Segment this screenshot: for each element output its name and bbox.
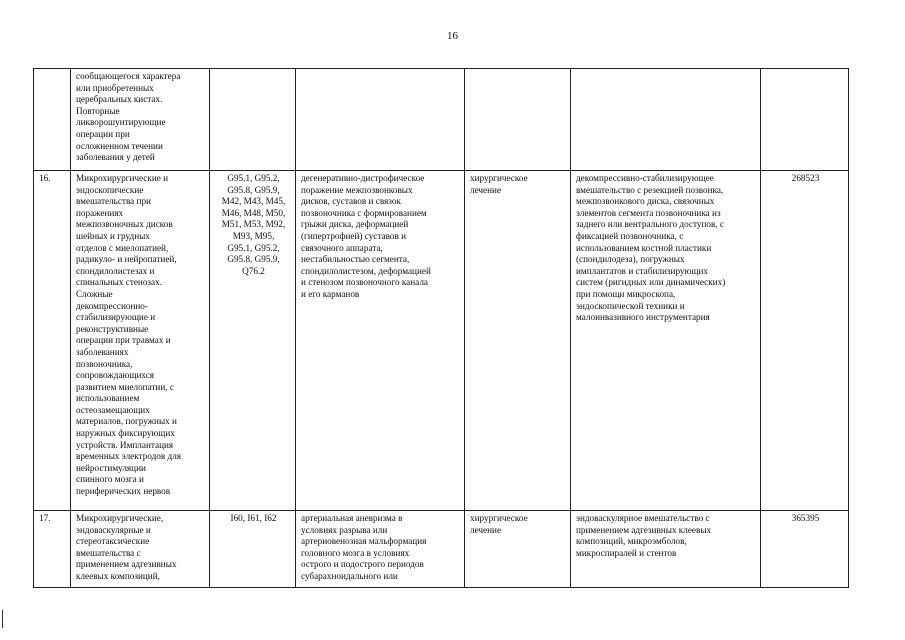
medical-procedures-table bbox=[33, 68, 849, 588]
treatment-method-cell: декомпрессивно-стабилизирующее вмешательство с резекцией позвонка, межпозвонкового диска, связочных элементов сегмента позвоночника из заднего или вентрального доступов, с фиксацией позвоночника, с использованием костной пластики (спондилодеза), погружных имплантатов и стабилизирующих систем (ригидных или динамических) при помощи микроскопа, эндоскопической техники и малоинвазивного инструментария bbox=[571, 171, 761, 511]
icd-codes-cell bbox=[210, 69, 296, 171]
treatment-method-cell bbox=[571, 69, 761, 171]
method-cell: Микрохирургические, эндоваскулярные и стереотаксические вмешательства с применением адгезивных клеевых композиций, bbox=[71, 511, 210, 588]
diagnosis-cell: артериальная аневризма в условиях разрыва или артериовенозная мальформация головного мозга в условиях острого и подострого периодов субарахноидального или bbox=[296, 511, 465, 588]
icd-codes-cell: I60, I61, I62 bbox=[210, 511, 296, 588]
treatment-method-cell: эндоваскулярное вмешательство с применением адгезивных клеевых композиций, микроэмболов, микроспиралей и стентов bbox=[571, 511, 761, 588]
diagnosis-cell: дегенеративно-дистрофическое поражение межпозвонковых дисков, суставов и связок позвоночника с формированием грыжи диска, деформацией (гипертрофией) суставов и связочного аппарата, нестабильностью сегмента, спондилолистезом, деформацией и стенозом позвоночного канала и его карманов bbox=[296, 171, 465, 511]
row-number-cell: 16. bbox=[34, 171, 71, 511]
scan-margin-mark bbox=[2, 610, 3, 628]
treatment-type-cell: хирургическое лечение bbox=[465, 511, 571, 588]
icd-codes-cell: G95.1, G95.2, G95.8, G95.9, M42, M43, M45, M46, M48, M50, M51, M53, M92, M93, M95, G95.1, G95.2, G95.8, G95.9, Q76.2 bbox=[210, 171, 296, 511]
price-cell bbox=[761, 69, 849, 171]
method-cell: сообщающегося характера или приобретенных церебральных кистах. Повторные ликворошунтирующие операции при осложненном течении заболевания у детей bbox=[71, 69, 210, 171]
table-row bbox=[34, 69, 849, 171]
price-cell: 365395 bbox=[761, 511, 849, 588]
treatment-type-cell: хирургическое лечение bbox=[465, 171, 571, 511]
page-number: 16 bbox=[447, 30, 458, 42]
table-row bbox=[34, 511, 849, 588]
table-row bbox=[34, 171, 849, 511]
row-number-cell: 17. bbox=[34, 511, 71, 588]
diagnosis-cell bbox=[296, 69, 465, 171]
price-cell: 268523 bbox=[761, 171, 849, 511]
method-cell: Микрохирургические и эндоскопические вмешательства при поражениях межпозвоночных дисков шейных и грудных отделов с миелопатией, радикуло- и нейропатией, спондилолистезах и спинальных стенозах. Сложные декомпрессионно- стабилизирующие и реконструктивные операции при травмах и заболеваниях позвоночника, сопровождающихся развитием миелопатии, с использованием остеозамещающих материалов, погружных и наружных фиксирующих устройств. Имплантация временных электродов для нейростимуляции спинного мозга и периферических нервов bbox=[71, 171, 210, 511]
row-number-cell bbox=[34, 69, 71, 171]
treatment-type-cell bbox=[465, 69, 571, 171]
